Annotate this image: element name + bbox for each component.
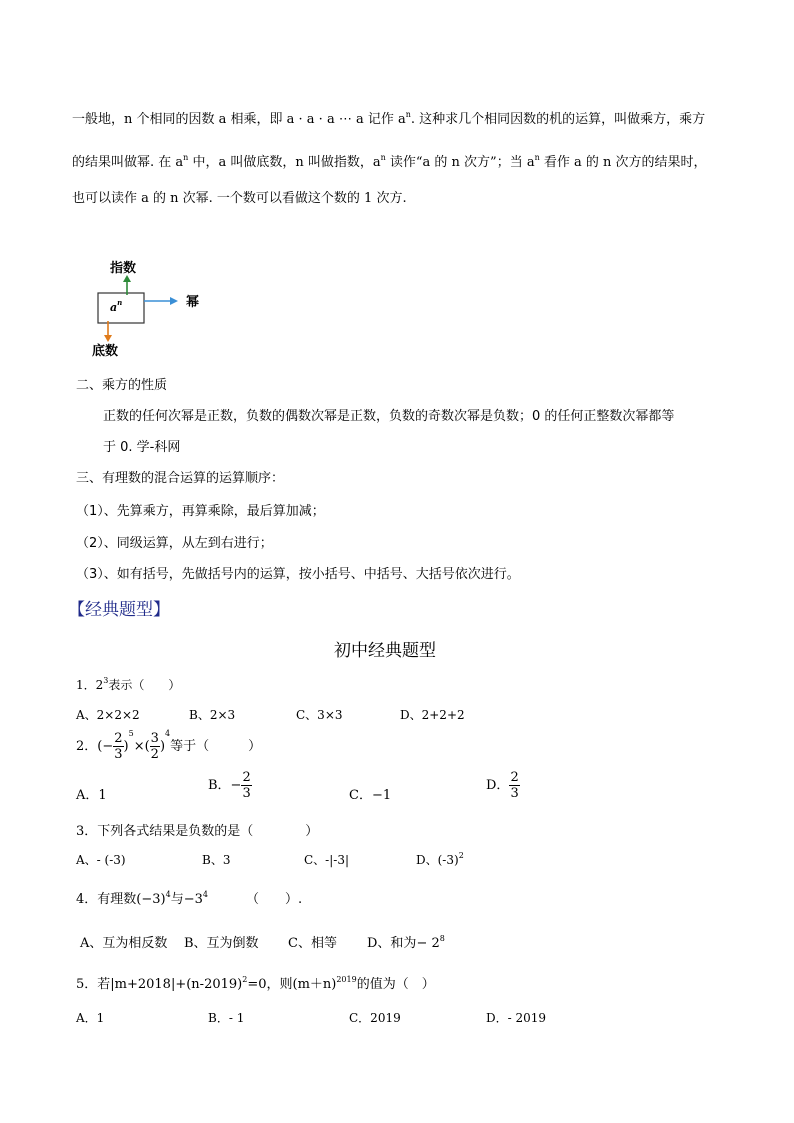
q4-option-d-sup: 8 (439, 934, 445, 943)
q5-stem-sup-1: 2 (242, 975, 248, 984)
section3-item-3: （3）、如有括号，先做括号内的运算，按小括号、中括号、大括号依次进行。 (76, 567, 520, 582)
q5-option-d: D．- 2019 (486, 1011, 547, 1025)
box-exponent: n (117, 298, 123, 307)
q4-stem-a: 4．有理数 (76, 892, 137, 907)
section3-item-2: （2）、同级运算，从左到右进行； (76, 536, 273, 551)
q2-fraction-1-num: 2 (114, 731, 123, 746)
q5-option-a: A．1 (76, 1011, 105, 1025)
q3-option-c: C、-|-3| (304, 853, 350, 867)
q2-option-d-prefix: D． (486, 778, 510, 793)
q4-option-d-label: D、和为 (367, 936, 417, 951)
q3-option-d-sup: 2 (458, 851, 464, 860)
section2-body-1: 正数的任何次幂是正数，负数的偶数次幂是正数，负数的奇数次幂是负数；0 的任何正整数次幂都等 (103, 409, 675, 424)
intro-line-2-sup-2: n (380, 153, 386, 162)
q3-stem: 3．下列各式结果是负数的是（ ） (76, 824, 319, 839)
q4-option-b: B、互为倒数 (184, 936, 259, 951)
q2-tail: 等于（ ） (170, 739, 262, 754)
q5-stem-c: (m＋n) (292, 977, 337, 992)
intro-line-2-part-b: 中，a 叫做底数，n 叫做指数，a (188, 155, 381, 170)
q2-option-c: C．−1 (349, 788, 392, 803)
q1-option-b: B、2×3 (189, 708, 236, 722)
q4-expression-2-sup: 4 (202, 890, 208, 899)
q2-option-d (486, 771, 520, 800)
q2-open-paren-1: (− (97, 739, 114, 754)
q2-option-d-den: 3 (510, 786, 519, 801)
intro-line-1-part-a: 一般地，n 个相同的因数 a 相乘，即 a · a · a ⋯ a 记作 a (72, 112, 406, 127)
q2-fraction-2-num: 3 (150, 731, 159, 746)
q5-stem-b: =0，则 (247, 977, 293, 992)
up-arrow-head (123, 275, 131, 282)
diagram-box-formula (110, 298, 123, 314)
q4-tail: （ ）. (246, 892, 303, 907)
section3-item-1: （1）、先算乘方，再算乘除，最后算加减； (76, 504, 325, 519)
q1-option-d: D、2+2+2 (400, 708, 465, 722)
q4-option-d (367, 932, 445, 951)
q2-option-b-fraction (241, 771, 251, 800)
q2-stem (76, 729, 262, 762)
right-arrow-head (170, 297, 178, 305)
q2-fraction-2-den: 2 (150, 747, 159, 762)
q4-expression-2: −3 (183, 892, 203, 907)
q3-option-b: B、3 (202, 853, 231, 867)
q5-stem-a: 5．若|m+2018|+(n-2019) (76, 977, 243, 992)
q5-option-c: C．2019 (349, 1011, 401, 1025)
box-base-letter: a (110, 301, 118, 314)
q2-exponent-1: 5 (128, 729, 134, 738)
q2-option-b-prefix: B．− (208, 778, 242, 793)
q2-fraction-2 (150, 732, 160, 761)
q5-stem-d: 的值为（ ） (356, 977, 435, 992)
intro-line-2-sup-1: n (183, 153, 189, 162)
q5-option-b: B．- 1 (208, 1011, 245, 1025)
intro-line-2 (72, 151, 707, 170)
q2-option-a: A．1 (76, 788, 107, 803)
q2-fraction-1-den: 3 (114, 747, 123, 762)
section2-title: 二、乘方的性质 (76, 378, 168, 393)
q3-option-d (416, 851, 464, 868)
diagram-top-label: 指数 (110, 261, 137, 276)
section3-title: 三、有理数的混合运算的运算顺序： (76, 471, 285, 486)
intro-line-1-part-b: . 这种求几个相同因数的机的运算，叫做乘方，乘方 (410, 112, 706, 127)
q1-stem-sup: 3 (103, 676, 109, 685)
q2-option-b-den: 3 (242, 786, 251, 801)
intro-line-2-part-a: 的结果叫做幂. 在 a (72, 155, 184, 170)
q2-option-b (208, 771, 252, 800)
q5-stem (76, 973, 435, 992)
q4-expression-1: (−3) (136, 892, 166, 907)
q4-stem (76, 888, 208, 907)
q2-option-d-num: 2 (510, 770, 519, 785)
diagram-bottom-label: 底数 (92, 344, 119, 359)
q1-stem-a: 1．2 (76, 678, 104, 692)
q4-option-a: A、互为相反数 (80, 936, 168, 951)
section2-body-2: 于 0. 学-科网 (103, 440, 181, 455)
q4-mid: 与 (170, 892, 184, 907)
q2-number: 2． (76, 739, 98, 754)
center-title: 初中经典题型 (334, 641, 436, 661)
intro-line-2-sup-3: n (534, 153, 540, 162)
q1-option-c: C、3×3 (296, 708, 343, 722)
q4-expression-1-sup: 4 (165, 890, 171, 899)
intro-line-2-part-c: 读作“a 的 n 次方”；当 a (385, 155, 535, 170)
q1-stem (76, 676, 180, 693)
diagram-right-label: 幂 (186, 295, 200, 310)
q2-times: ×( (133, 739, 150, 754)
intro-line-3: 也可以读作 a 的 n 次幂. 一个数可以看做这个数的 1 次方. (72, 191, 407, 206)
q2-fraction-1 (113, 732, 123, 761)
q3-option-a: A、- (-3) (76, 853, 126, 867)
q1-option-a: A、2×2×2 (76, 708, 140, 722)
intro-line-1 (72, 108, 705, 127)
classic-heading: 【经典题型】 (68, 600, 170, 620)
intro-line-1-sup: n (405, 110, 411, 119)
q2-option-b-num: 2 (242, 770, 251, 785)
q2-close-paren-2: ) (159, 739, 166, 754)
power-diagram (90, 255, 230, 365)
q2-exponent-2: 4 (165, 729, 171, 738)
q5-stem-sup-2: 2019 (336, 975, 357, 984)
q2-close-paren-1: ) (123, 739, 129, 754)
q3-option-d-base: D、(-3) (416, 853, 459, 867)
q2-option-d-fraction (509, 771, 519, 800)
q4-option-c: C、相等 (288, 936, 337, 951)
intro-line-2-part-d: 看作 a 的 n 次方的结果时， (539, 155, 707, 170)
q1-stem-b: 表示（ ） (108, 678, 181, 692)
q4-option-d-expr: − 2 (416, 936, 440, 951)
